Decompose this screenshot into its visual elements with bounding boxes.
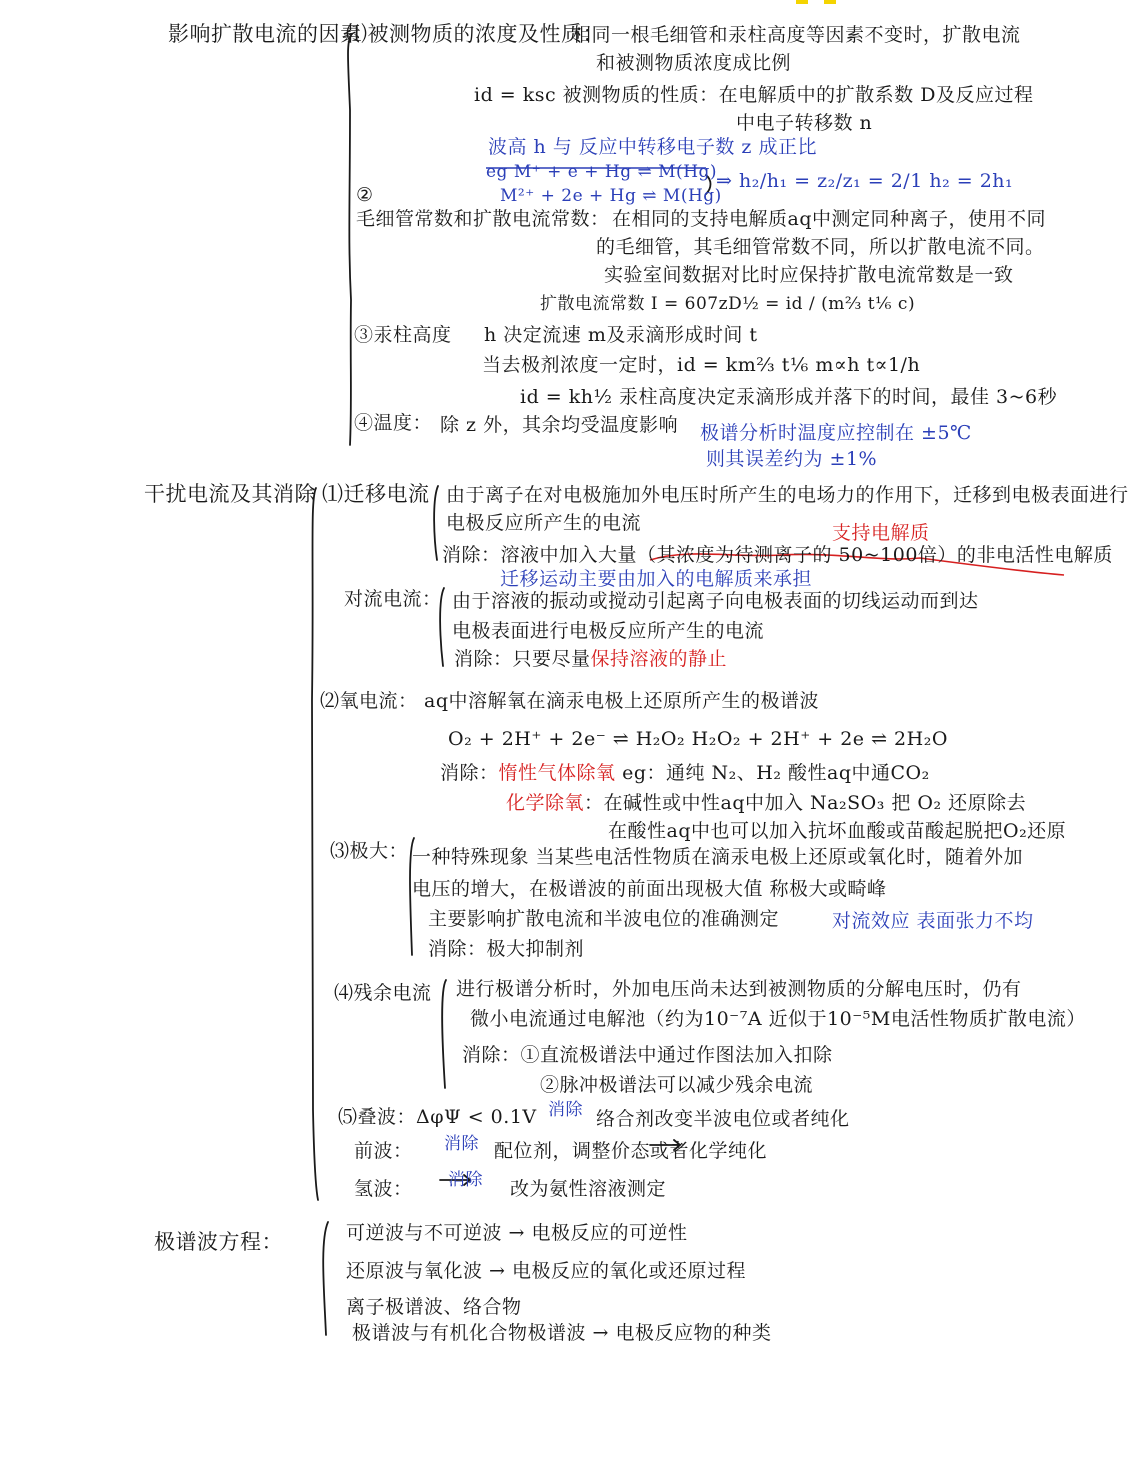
oxygen-d: ：在碱性或中性aq中加入 Na₂SO₃ 把 O₂ 还原除去 <box>584 792 1027 814</box>
item2-line-b: 的毛细管，其毛细管常数不同，所以扩散电流不同。 <box>596 236 1045 258</box>
item3-line-b: 当去极剂浓度一定时，id = km⅔ t⅙ m∝h t∝1/h <box>482 354 921 376</box>
migration-c-pre: 消除：溶液中加入大量 <box>442 544 638 566</box>
convection-red: 保持溶液的静止 <box>590 648 728 670</box>
migration-c-post: 的非电活性电解质 <box>956 544 1113 566</box>
oxygen-line-d <box>506 794 1026 813</box>
section-title-interference: 干扰电流及其消除 <box>144 482 316 506</box>
hydrogen-line-a: 改为氨性溶液测定 <box>510 1178 667 1200</box>
item2-line-a: 在相同的支持电解质aq中测定同种离子，使用不同 <box>612 208 1046 230</box>
maxima-blue-note: 对流效应 表面张力不均 <box>832 910 1034 932</box>
item4-line-a: 除 z 外，其余均受温度影响 <box>440 414 679 436</box>
migration-blue-note: 迁移运动主要由加入的电解质来承担 <box>500 568 813 590</box>
item2-head: 毛细管常数和扩散电流常数： <box>356 208 610 230</box>
prewave-head: 前波： <box>354 1140 413 1162</box>
overlap-line-a: 络合剂改变半波电位或者纯化 <box>596 1108 850 1130</box>
item2-formula: 扩散电流常数 I = 607zD½ = id / (m⅔ t⅙ c) <box>540 294 916 314</box>
item1-line-c: id = ksc 被测物质的性质：在电解质中的扩散系数 D及反应过程 <box>474 84 1034 106</box>
migration-line-a: 由于离子在对电极施加外电压时所产生的电场力的作用下，迁移到电极表面进行 <box>446 484 1129 506</box>
equation-a: eg M⁺ + e + Hg ⇌ M(Hg) <box>486 162 718 182</box>
oxygen-red-chemical: 化学除氧 <box>506 792 585 814</box>
prewave-line-a: 配位剂，调整价态或者化学纯化 <box>494 1140 768 1162</box>
oxygen-red-inert: 惰性气体除氧 <box>498 762 616 784</box>
oxygen-c-post: eg：通纯 N₂、H₂ 酸性aq中通CO₂ <box>622 762 930 784</box>
convection-line-a: 由于溶液的振动或搅动引起离子向电极表面的切线运动而到达 <box>452 590 979 612</box>
migration-red-note: 支持电解质 <box>832 522 930 544</box>
item2-number: ② <box>356 184 374 206</box>
residual-line-c: 消除：①直流极谱法中通过作图法加入扣除 <box>462 1044 833 1066</box>
oxygen-c-pre: 消除： <box>440 762 499 784</box>
wave-type-redox: 还原波与氧化波 → 电极反应的氧化或还原过程 <box>346 1260 747 1282</box>
prewave-blue-label: 消除 <box>444 1134 479 1154</box>
convection-line-b: 电极表面进行电极反应所产生的电流 <box>452 620 765 642</box>
oxygen-equation: O₂ + 2H⁺ + 2e⁻ ⇌ H₂O₂ H₂O₂ + 2H⁺ + 2e ⇌ 2H₂O <box>448 728 948 750</box>
migration-line-c <box>442 546 1113 565</box>
convection-line-c <box>454 650 727 669</box>
item1-line-d: 中电子转移数 n <box>736 112 873 134</box>
residual-head: ⑷残余电流 <box>334 982 432 1004</box>
wave-type-organic: 极谱波与有机化合物极谱波 → 电极反应物的种类 <box>352 1322 772 1344</box>
maxima-head: ⑶极大： <box>330 840 409 862</box>
maxima-line-b: 电压的增大，在极谱波的前面出现极大值 称极大或畸峰 <box>412 878 887 900</box>
item2-line-c: 实验室间数据对比时应保持扩散电流常数是一致 <box>604 264 1014 286</box>
oxygen-line-c <box>440 764 930 783</box>
wave-type-ionic: 离子极谱波、络合物 <box>346 1296 522 1318</box>
oxygen-line-e: 在酸性aq中也可以加入抗坏血酸或苗酸起脱把O₂还原 <box>608 820 1067 842</box>
residual-line-b: 微小电流通过电解池（约为10⁻⁷A 近似于10⁻⁵M电活性物质扩散电流） <box>470 1008 1086 1030</box>
migration-c-mid: （其浓度为待测离子的 50~100倍） <box>637 544 957 566</box>
migration-head: ⑴迁移电流 <box>322 482 430 506</box>
hydrogen-blue-label: 消除 <box>448 1170 483 1190</box>
section-title-polarographic-wave-equation: 极谱波方程： <box>154 1230 283 1254</box>
oxygen-line-a: aq中溶解氧在滴汞电极上还原所产生的极谱波 <box>424 690 819 712</box>
item1-line-b: 和被测物质浓度成比例 <box>596 52 792 74</box>
maxima-line-c: 主要影响扩散电流和半波电位的准确测定 <box>428 908 780 930</box>
item4-blue-a: 极谱分析时温度应控制在 ±5℃ <box>700 422 972 444</box>
item3-line-c: id = kh½ 汞柱高度决定汞滴形成并落下的时间，最佳 3~6秒 <box>520 386 1058 408</box>
wave-type-reversible: 可逆波与不可逆波 → 电极反应的可逆性 <box>346 1222 688 1244</box>
overlap-head: ⑸叠波：ΔφΨ < 0.1V <box>338 1106 537 1128</box>
item4-head: ④温度： <box>354 412 433 434</box>
section-title-diffusion-factors: 影响扩散电流的因素 <box>168 22 362 46</box>
maxima-line-a: 一种特殊现象 当某些电活性物质在滴汞电极上还原或氧化时，随着外加 <box>412 846 1024 868</box>
item3-head: ③汞柱高度 <box>354 324 452 346</box>
residual-line-a: 进行极谱分析时，外加电压尚未达到被测物质的分解电压时，仍有 <box>456 978 1022 1000</box>
equation-b: M²⁺ + 2e + Hg ⇌ M(Hg) <box>500 186 722 206</box>
blue-note-wave-height: 波高 h 与 反应中转移电子数 z 成正比 <box>488 136 817 158</box>
maxima-line-d: 消除：极大抑制剂 <box>428 938 585 960</box>
oxygen-head: ⑵氧电流： <box>320 690 418 712</box>
item4-blue-b: 则其误差约为 ±1% <box>706 448 878 470</box>
item1-head: ⑴被测物质的浓度及性质： <box>346 22 604 46</box>
convection-head: 对流电流： <box>344 588 442 610</box>
equation-ratio: ⇒ h₂/h₁ = z₂/z₁ = 2/1 h₂ = 2h₁ <box>716 170 1014 192</box>
item3-line-a: h 决定流速 m及汞滴形成时间 t <box>484 324 758 346</box>
hydrogen-head: 氢波： <box>354 1178 413 1200</box>
item1-line-a: 相同一根毛细管和汞柱高度等因素不变时，扩散电流 <box>572 24 1021 46</box>
migration-line-b: 电极反应所产生的电流 <box>446 512 642 534</box>
overlap-blue-label: 消除 <box>548 1100 583 1120</box>
convection-c-pre: 消除：只要尽量 <box>454 648 591 670</box>
residual-line-d: ②脉冲极谱法可以减少残余电流 <box>540 1074 814 1096</box>
